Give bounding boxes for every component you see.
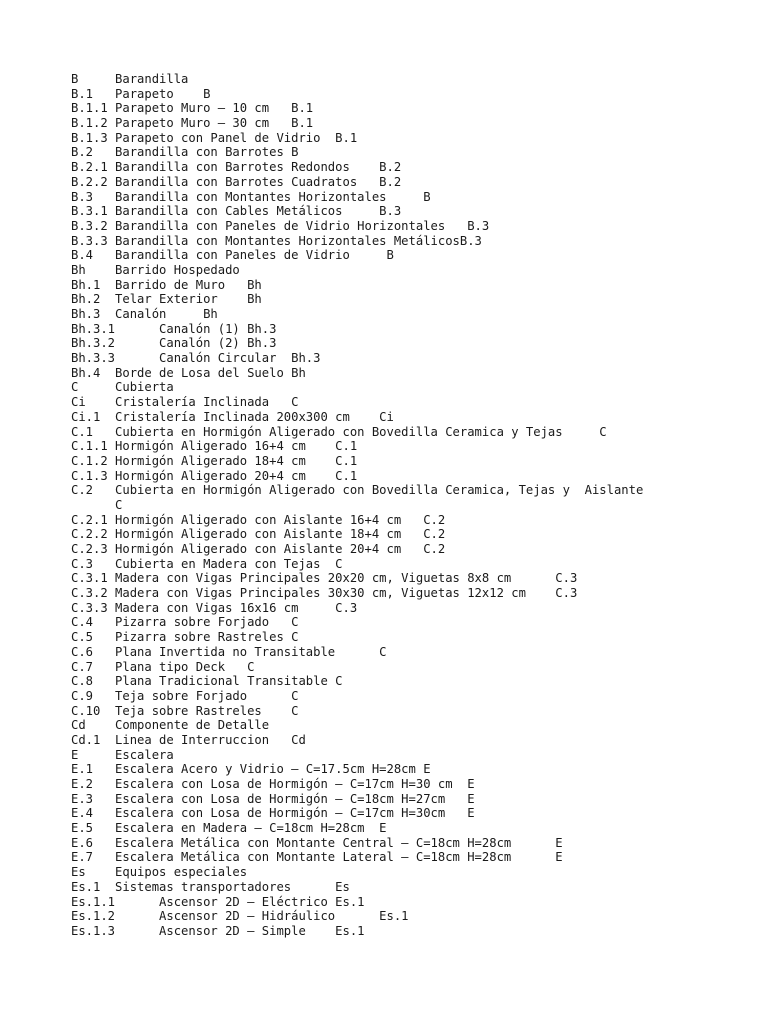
document-line: C.2.2 Hormigón Aligerado con Aislante 18+4 cm C.2 <box>71 527 446 542</box>
document-line: Es.1.1 Ascensor 2D – Eléctrico Es.1 <box>71 894 365 909</box>
document-line: C.10 Teja sobre Rastreles C <box>71 703 299 718</box>
document-line: C.5 Pizarra sobre Rastreles C <box>71 630 299 645</box>
document-line: E.6 Escalera Metálica con Montante Central – C=18cm H=28cm E <box>71 835 563 850</box>
document-line: B.2 Barandilla con Barrotes B <box>71 145 299 160</box>
document-line: C.2.3 Hormigón Aligerado con Aislante 20+4 cm C.2 <box>71 542 446 556</box>
document-line: Cd.1 Linea de Interruccion Cd <box>71 732 306 747</box>
document-line: E.2 Escalera con Losa de Hormigón – C=17cm H=30 cm E <box>71 777 475 791</box>
document-line: Bh.4 Borde de Losa del Suelo Bh <box>71 365 306 380</box>
document-line: B Barandilla <box>71 72 189 86</box>
document-line: B.3.3 Barandilla con Montantes Horizontales MetálicosB.3 <box>71 233 482 248</box>
document-line: E.7 Escalera Metálica con Montante Lateral – C=18cm H=28cm E <box>71 850 563 865</box>
document-line: Bh.3 Canalón Bh <box>71 307 218 321</box>
document-line: Bh.3.1 Canalón (1) Bh.3 <box>71 321 277 336</box>
document-line: C Cubierta <box>71 380 174 395</box>
document-line: C.1.2 Hormigón Aligerado 18+4 cm C.1 <box>71 453 358 468</box>
document-line: Es.1.2 Ascensor 2D – Hidráulico Es.1 <box>71 909 409 924</box>
document-line: B.2.2 Barandilla con Barrotes Cuadratos B.2 <box>71 174 402 189</box>
document-line: B.1.1 Parapeto Muro – 10 cm B.1 <box>71 101 314 116</box>
document-line: Cd Componente de Detalle <box>71 718 270 733</box>
document-line: C.8 Plana Tradicional Transitable C <box>71 674 343 689</box>
document-line: C.1.1 Hormigón Aligerado 16+4 cm C.1 <box>71 439 358 454</box>
document-line: B.1.3 Parapeto con Panel de Vidrio B.1 <box>71 130 358 145</box>
document-line: Bh Barrido Hospedado <box>71 262 240 277</box>
document-line: B.4 Barandilla con Paneles de Vidrio B <box>71 248 394 263</box>
document-line: C.3 Cubierta en Madera con Tejas C <box>71 556 343 571</box>
document-line: B.1 Parapeto B <box>71 86 211 101</box>
document-line: Bh.3.3 Canalón Circular Bh.3 <box>71 351 321 366</box>
document-line: E.3 Escalera con Losa de Hormigón – C=18cm H=27cm E <box>71 791 475 806</box>
document-line: E.4 Escalera con Losa de Hormigón – C=17cm H=30cm E <box>71 806 475 821</box>
document-line: B.3 Barandilla con Montantes Horizontales B <box>71 189 431 204</box>
document-line: B.3.1 Barandilla con Cables Metálicos B.3 <box>71 204 402 219</box>
document-line: Es.1.3 Ascensor 2D – Simple Es.1 <box>71 923 365 938</box>
document-line: C.1.3 Hormigón Aligerado 20+4 cm C.1 <box>71 468 358 483</box>
document-line: Ci Cristalería Inclinada C <box>71 395 299 410</box>
document-line: C.4 Pizarra sobre Forjado C <box>71 615 299 630</box>
document-line: Bh.2 Telar Exterior Bh <box>71 292 262 307</box>
document-line: B.2.1 Barandilla con Barrotes Redondos B.2 <box>71 160 402 175</box>
document-line: C.3.2 Madera con Vigas Principales 30x30 cm, Viguetas 12x12 cm C.3 <box>71 586 578 601</box>
document-line: Ci.1 Cristalería Inclinada 200x300 cm Ci <box>71 409 394 424</box>
document-line: C.3.1 Madera con Vigas Principales 20x20 cm, Viguetas 8x8 cm C.3 <box>71 571 578 586</box>
document-line: C.7 Plana tipo Deck C <box>71 659 255 674</box>
document-line: C.1 Cubierta en Hormigón Aligerado con Bovedilla Ceramica y Tejas C <box>71 424 607 439</box>
document-line: E Escalera <box>71 747 174 762</box>
document-line: Bh.3.2 Canalón (2) Bh.3 <box>71 336 277 351</box>
document-line: E.5 Escalera en Madera – C=18cm H=28cm E <box>71 821 387 836</box>
document-line: Es.1 Sistemas transportadores Es <box>71 879 350 894</box>
document-line: C <box>71 497 123 512</box>
document-line: B.1.2 Parapeto Muro – 30 cm B.1 <box>71 116 314 131</box>
document-line: C.2 Cubierta en Hormigón Aligerado con Bovedilla Ceramica, Tejas y Aislante <box>71 483 644 498</box>
document-line: E.1 Escalera Acero y Vidrio – C=17.5cm H=28cm E <box>71 762 431 777</box>
document-line: C.6 Plana Invertida no Transitable C <box>71 644 387 659</box>
document-body <box>71 72 761 939</box>
document-line: Es Equipos especiales <box>71 865 248 880</box>
document-line: C.2.1 Hormigón Aligerado con Aislante 16+4 cm C.2 <box>71 512 446 527</box>
document-line: C.3.3 Madera con Vigas 16x16 cm C.3 <box>71 600 358 615</box>
document-line: B.3.2 Barandilla con Paneles de Vidrio Horizontales B.3 <box>71 218 490 233</box>
document-line: Bh.1 Barrido de Muro Bh <box>71 277 262 292</box>
document-line: C.9 Teja sobre Forjado C <box>71 688 299 703</box>
